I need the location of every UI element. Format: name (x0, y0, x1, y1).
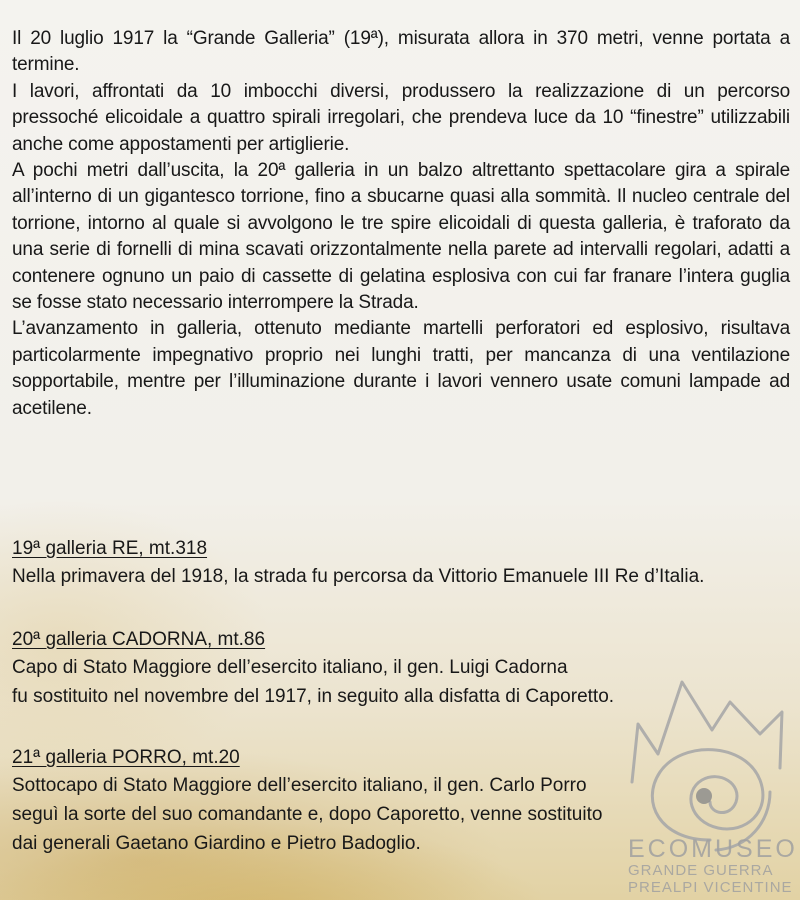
section-line: Sottocapo di Stato Maggiore dell’esercito italiano, il gen. Carlo Porro (12, 775, 587, 796)
logo-subtitle-2: PREALPI VICENTINE (628, 879, 793, 896)
section-line: seguì la sorte del suo comandante e, dopo Caporetto, venne sostituito (12, 804, 603, 825)
main-text (12, 26, 790, 422)
paragraph-1: Il 20 luglio 1917 la “Grande Galleria” (19ª), misurata allora in 370 metri, venne portata a termine. (12, 28, 790, 76)
section-line: Nella primavera del 1918, la strada fu percorsa da Vittorio Emanuele III Re d’Italia. (12, 566, 705, 587)
logo-name: ECOMUSEO (628, 835, 798, 863)
section-heading: 20ª galleria CADORNA, mt.86 (12, 629, 266, 650)
paragraph-4: L’avanzamento in galleria, ottenuto mediante martelli perforatori ed esplosivo, risultava particolarmente impegnativo proprio nei lunghi tratti, per mancanza di una ventilazione sopportabile, mentre per l’illuminazione durante i lavori vennero usate comuni lampade ad acetilene. (12, 318, 790, 419)
section-heading: 21ª galleria PORRO, mt.20 (12, 747, 240, 768)
section-galleria-re (12, 536, 772, 591)
section-line: fu sostituito nel novembre del 1917, in seguito alla disfatta di Caporetto. (12, 686, 615, 707)
logo-subtitle: GRANDE GUERRA (628, 862, 774, 879)
section-line: dai generali Gaetano Giardino e Pietro Badoglio. (12, 833, 421, 854)
paragraph-3: A pochi metri dall’uscita, la 20ª galleria in un balzo altrettanto spettacolare gira a spirale all’interno di un gigantesco torrione, fino a sbucarne quasi alla sommità. Il nucleo centrale del torrione, intorno al quale si avvolgono le tre spire elicoidali di questa galleria, è traforato da una serie di fornelli di mina scavati orizzontalmente nella parete ad intervalli regolari, adatti a contenere ognuno un paio di cassette di gelatina esplosiva con cui far franare l’intera guglia se fosse stato necessario interrompere la Strada. (12, 160, 790, 314)
ecomuseo-logo-text (628, 836, 800, 896)
section-heading: 19ª galleria RE, mt.318 (12, 538, 208, 559)
section-line: Capo di Stato Maggiore dell’esercito italiano, il gen. Luigi Cadorna (12, 657, 568, 678)
paragraph-2: I lavori, affrontati da 10 imbocchi diversi, produssero la realizzazione di un percorso pressoché elicoidale a quattro spirali irregolari, che prendeva luce da 10 “finestre” utilizzabili anche come appostamenti per artiglierie. (12, 80, 790, 155)
